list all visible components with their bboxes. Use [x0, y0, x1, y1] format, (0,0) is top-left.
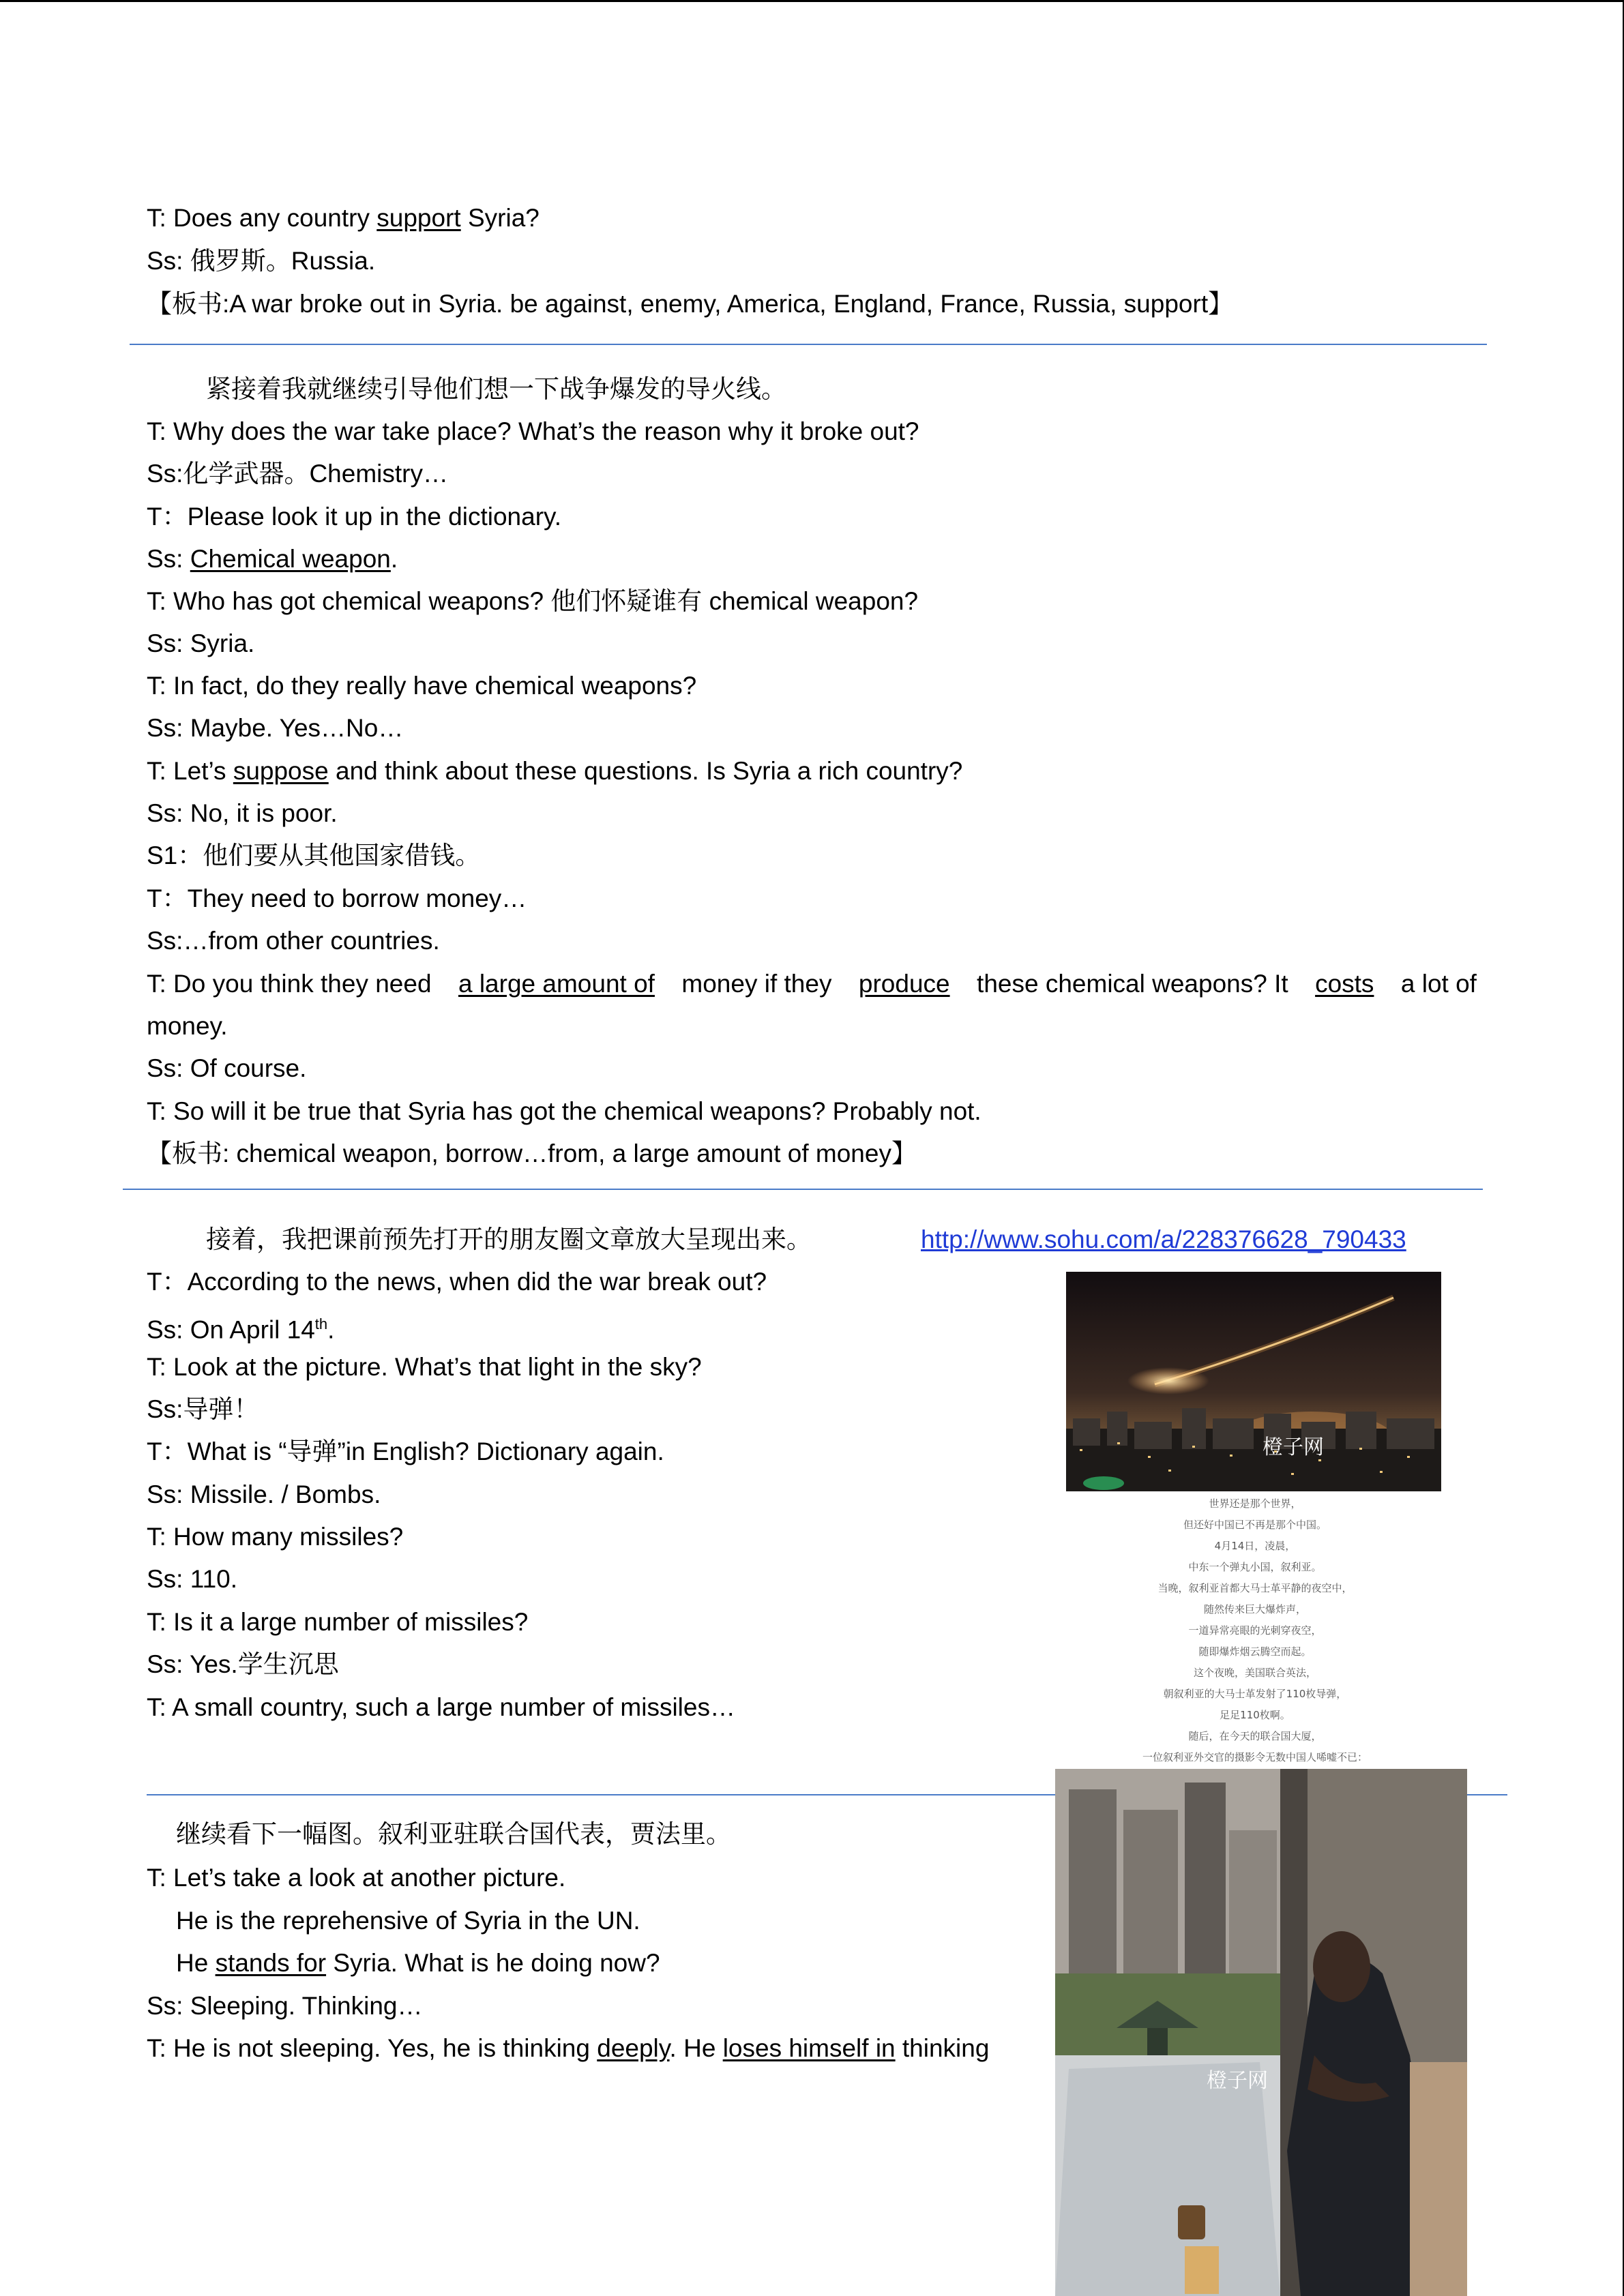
- dialogue-line: T: In fact, do they really have chemical weapons?: [147, 672, 697, 700]
- dialogue-line: money.: [147, 1012, 228, 1040]
- caption-line: 随即爆炸烟云腾空而起。: [1198, 1645, 1312, 1658]
- image-caption: [1064, 1493, 1446, 1768]
- dialogue-line: T：Please look it up in the dictionary.: [147, 503, 562, 531]
- caption-line: 中东一个弹丸小国，叙利亚。: [1188, 1561, 1322, 1573]
- caption-line: 随然传来巨大爆炸声，: [1203, 1603, 1306, 1615]
- dialogue-line: T：According to the news, when did the war break out?: [147, 1268, 767, 1296]
- dialogue-line: Ss:…from other countries.: [147, 927, 440, 955]
- dialogue-line: Ss: On April 14th.: [147, 1315, 335, 1344]
- dialogue-line: T: Do you think they need a large amount of money if they produce these chemical weapons? It costs a lot of: [147, 970, 1477, 998]
- missile-night-photo: [1066, 1272, 1441, 1491]
- dialogue-line: Ss: Sleeping. Thinking…: [147, 1992, 423, 2020]
- dialogue-line: He is the reprehensive of Syria in the UN.: [176, 1907, 640, 1935]
- dialogue-line: Ss: Of course.: [147, 1054, 307, 1082]
- dialogue-line: T: So will it be true that Syria has got the chemical weapons? Probably not.: [147, 1097, 981, 1125]
- dialogue-line: Ss: Missile. / Bombs.: [147, 1480, 381, 1508]
- dialogue-line: T: He is not sleeping. Yes, he is thinking deeply. He loses himself in thinking: [147, 2034, 990, 2062]
- caption-line: 随后，在今天的联合国大厦，: [1188, 1730, 1322, 1742]
- dialogue-line: T: Why does the war take place? What’s the reason why it broke out?: [147, 417, 919, 445]
- dialogue-line: T: Who has got chemical weapons? 他们怀疑谁有 chemical weapon?: [147, 587, 919, 615]
- section-separator: [123, 1189, 1483, 1190]
- dialogue-line: Ss: No, it is poor.: [147, 799, 338, 827]
- blackboard-notes: 【板书: chemical weapon, borrow…from, a large amount of money】: [147, 1139, 917, 1167]
- dialogue-line: He stands for Syria. What is he doing now?: [176, 1949, 660, 1977]
- dialogue-line: S1：他们要从其他国家借钱。: [147, 841, 481, 869]
- dialogue-line: Ss: 110.: [147, 1565, 238, 1593]
- dialogue-line: T：They need to borrow money…: [147, 884, 527, 912]
- narrative-intro: 接着，我把课前预先打开的朋友圈文章放大呈现出来。: [206, 1225, 812, 1254]
- dialogue-line: Ss: Yes.学生沉思: [147, 1650, 339, 1678]
- dialogue-line: T: Let’s suppose and think about these questions. Is Syria a rich country?: [147, 757, 963, 785]
- section-separator: [130, 344, 1487, 345]
- dialogue-line: Ss:化学武器。Chemistry…: [147, 460, 448, 488]
- caption-line: 当晚，叙利亚首都大马士革平静的夜空中，: [1157, 1582, 1353, 1594]
- narrative-intro: 继续看下一幅图。叙利亚驻联合国代表，贾法里。: [176, 1819, 731, 1849]
- dialogue-line: Ss: Maybe. Yes…No…: [147, 714, 404, 742]
- dialogue-line: Ss:导弹！: [147, 1395, 259, 1423]
- image-watermark: 橙子网: [1263, 1435, 1324, 1459]
- dialogue-line: T: Is it a large number of missiles?: [147, 1608, 529, 1636]
- dialogue-line: T: How many missiles?: [147, 1523, 404, 1551]
- dialogue-line: T: Does any country support Syria?: [147, 204, 540, 232]
- narrative-intro: 紧接着我就继续引导他们想一下战争爆发的导火线。: [206, 374, 786, 404]
- caption-line: 朝叙利亚的大马士革发射了110枚导弹，: [1163, 1688, 1347, 1700]
- blackboard-notes: 【板书:A war broke out in Syria. be against, enemy, America, England, France, Russia, support】: [147, 290, 1234, 318]
- caption-line: 但还好中国已不再是那个中国。: [1183, 1519, 1327, 1531]
- dialogue-line: Ss: Chemical weapon.: [147, 545, 398, 573]
- dialogue-line: T: Look at the picture. What’s that light in the sky?: [147, 1353, 702, 1381]
- dialogue-line: T：What is “导弹”in English? Dictionary again.: [147, 1437, 664, 1465]
- article-link[interactable]: http://www.sohu.com/a/228376628_790433: [921, 1225, 1406, 1253]
- caption-line: 这个夜晚，美国联合英法，: [1193, 1667, 1316, 1679]
- dialogue-line: T: Let’s take a look at another picture.: [147, 1864, 566, 1892]
- caption-line: 一道异常亮眼的光刺穿夜空，: [1188, 1624, 1322, 1637]
- dialogue-line: Ss: Syria.: [147, 629, 255, 657]
- page-top-border: [0, 0, 1624, 2]
- un-representative-photo: [1055, 1769, 1467, 2296]
- dialogue-line: Ss: 俄罗斯。Russia.: [147, 247, 376, 275]
- caption-line: 足足110枚啊。: [1220, 1709, 1290, 1721]
- caption-line: 4月14日，凌晨，: [1214, 1540, 1296, 1552]
- dialogue-line: T: A small country, such a large number of missiles…: [147, 1693, 735, 1721]
- image-watermark: 橙子网: [1207, 2069, 1268, 2093]
- caption-line: 一位叙利亚外交官的摄影令无数中国人唏嘘不已：: [1142, 1751, 1368, 1763]
- caption-line: 世界还是那个世界，: [1209, 1497, 1301, 1510]
